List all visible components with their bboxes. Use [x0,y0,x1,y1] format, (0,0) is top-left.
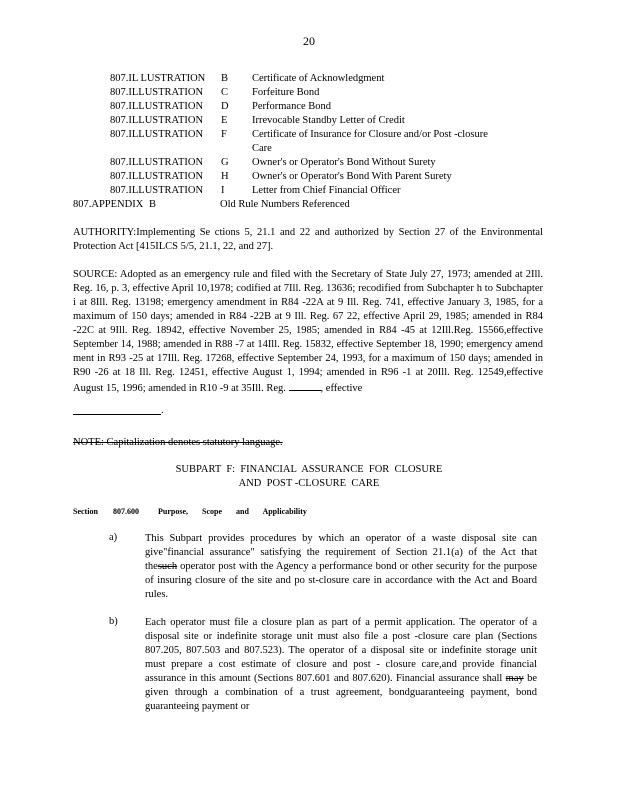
item-a-label: a) [109,532,118,543]
illustration-letter: E [221,115,228,126]
note-statutory-language: NOTE: Capitalization denotes statutory language. [73,437,283,448]
item-a-part2: operator post with the Agency a performance bond or other security for the purpose of insuring closure of the site and po st-closure care in accordance with the Act and Board rules. [145,561,537,600]
illustration-code: 807.ILLUSTRATION [110,115,204,126]
item-b-part2: be given through a combination of a trust agreement, bondguaranteeing payment, bond guaranteeing payment or [145,673,537,712]
illustration-description: Irrevocable Standby Letter of Credit [252,115,405,126]
source-blank [289,380,321,391]
source-text: SOURCE: Adopted as an emergency rule and filed with the Secretary of State July 27, 1973; amended at 2Ill. Reg. 16, p. 3, effective April 10,1978; codified at 7Ill. Reg. 13636; recodified from Subchapter h to Subchapter i at 8Ill. Reg. 13198; emergency amendment in R84 -22A at 9 Ill. Reg. 741, effective January 3, 1985, for a maximum of 150 days; amended in R84 -22B at 9 Ill. Reg. 67 22, effective April 29, 1985; amended in R84 -22C at 9Ill. Reg. 18942, effective November 25, 1985; amended in R84 -45 at 12Ill.Reg. 15566,effective September 14, 1988; amended in R88 -7 at 14Ill. Reg. 15832, effective September 18, 1990; emergency amend ment in R93 -25 at 17Ill. Reg. 17268, effective September 24, 1993, for a maximum of 150 days; amended in R90 -26 at 18 Ill. Reg. 12451, effective August 1, 1994; amended in R96 -1 at 20Ill. Reg. 12549,effective August 15, 1996; amended in R10 -9 at 35Ill. Reg. [73,269,543,394]
illustration-description: Owner's or Operator's Bond With Parent Surety [252,171,452,182]
illustration-letter: B [221,73,229,84]
illustration-description: Forfeiture Bond [252,87,320,98]
illustration-code: 807.ILLUSTRATION [110,129,204,140]
section-code: 807.600 [113,507,139,516]
illustration-description: Owner's or Operator's Bond Without Surety [252,157,436,168]
illustration-description-continued: Care [252,143,272,154]
appendix-letter: B [149,199,157,210]
illustration-letter: D [221,101,229,112]
illustration-description: Certificate of Acknowledgment [252,73,385,84]
illustration-description: Certificate of Insurance for Closure and/or Post -closure [252,129,488,140]
item-a-struck-word: such [157,561,178,572]
illustration-code: 807.ILLUSTRATION [110,171,204,182]
item-a-part1: This Subpart provides procedures by which an operator of a waste disposal site can give"financial assurance" satisfying the requirement of Section 21.1(a) of the Act that the [145,533,537,572]
section-title: Purpose, Scope and Applicability [158,507,307,516]
item-b-part1: Each operator must file a closure plan as part of a permit application. The operator of a disposal site or indefinite storage unit must also file a post -closure care plan (Sections 807.205, 807.503 and 807.523). The operator of a disposal site or indefinite storage unit must prepare a cost estimate of closure and post - closure care,and provide financial assurance in this amount (Sections 807.601 and 807.620). Financial assurance shall [145,617,537,684]
appendix-desc: Old Rule Numbers Referenced [220,199,350,210]
illustration-description: Performance Bond [252,101,332,112]
item-a-text [145,532,537,602]
source-paragraph: SOURCE: Adopted as an emergency rule and filed with the Secretary of State July 27, 1973; amended at 2Ill. Reg. 16, p. 3, effective April 10,1978; codified at 7Ill. Reg. 13636; recodified from Subchapter h to Subchapter i at 8Ill. Reg. 13198; emergency amendment in R84 -22A at 9 Ill. Reg. 741, effective January 3, 1985, for a maximum of 150 days; amended in R84 -22B at 9 Ill. Reg. 67 22, effective April 29, 1985; amended in R84 -22C at 9Ill. Reg. 18942, effective November 25, 1985; amended in R84 -45 at 12Ill.Reg. 15566,effective September 14, 1988; amended in R88 -7 at 14Ill. Reg. 15832, effective September 18, 1990; emergency amend ment in R93 -25 at 17Ill. Reg. 17268, effective September 24, 1993, for a maximum of 150 days; amended in R90 -26 at 18 Ill. Reg. 12451, effective August 1, 1994; amended in R96 -1 at 20Ill. Reg. 12549,effective August 15, 1996; amended in R10 -9 at 35Ill. Reg. , effective [73,269,543,394]
illustration-code: 807.ILLUSTRATION [110,185,204,196]
illustration-letter: H [221,171,229,182]
subpart-heading-line2: AND POST -CLOSURE CARE [238,478,380,489]
authority-paragraph: AUTHORITY:Implementing Se ctions 5, 21.1 and 22 and authorized by Section 27 of the Environmental Protection Act [415ILCS 5/5, 21.1, 22, and 27]. [73,227,543,252]
illustration-description: Letter from Chief Financial Officer [252,185,401,196]
illustration-letter: C [221,87,229,98]
appendix-code: 807.APPENDIX [73,199,144,210]
illustration-code: 807.IL LUSTRATION [110,73,206,84]
illustration-letter: F [221,129,227,140]
illustration-letter: I [221,185,225,196]
item-b-label: b) [109,616,118,627]
illustration-code: 807.ILLUSTRATION [110,157,204,168]
illustration-code: 807.ILLUSTRATION [110,101,204,112]
illustration-letter: G [221,157,229,168]
item-b-text [145,616,537,714]
illustration-code: 807.ILLUSTRATION [110,87,204,98]
section-label: Section [73,507,98,516]
page-number: 20 [303,34,315,48]
source-end: . [161,405,164,416]
source-effective-blank [73,414,161,415]
source-effective: effective [325,383,363,394]
subpart-heading-line1: SUBPART F: FINANCIAL ASSURANCE FOR CLOSURE [175,464,443,475]
item-b-struck-word: may [505,673,524,684]
